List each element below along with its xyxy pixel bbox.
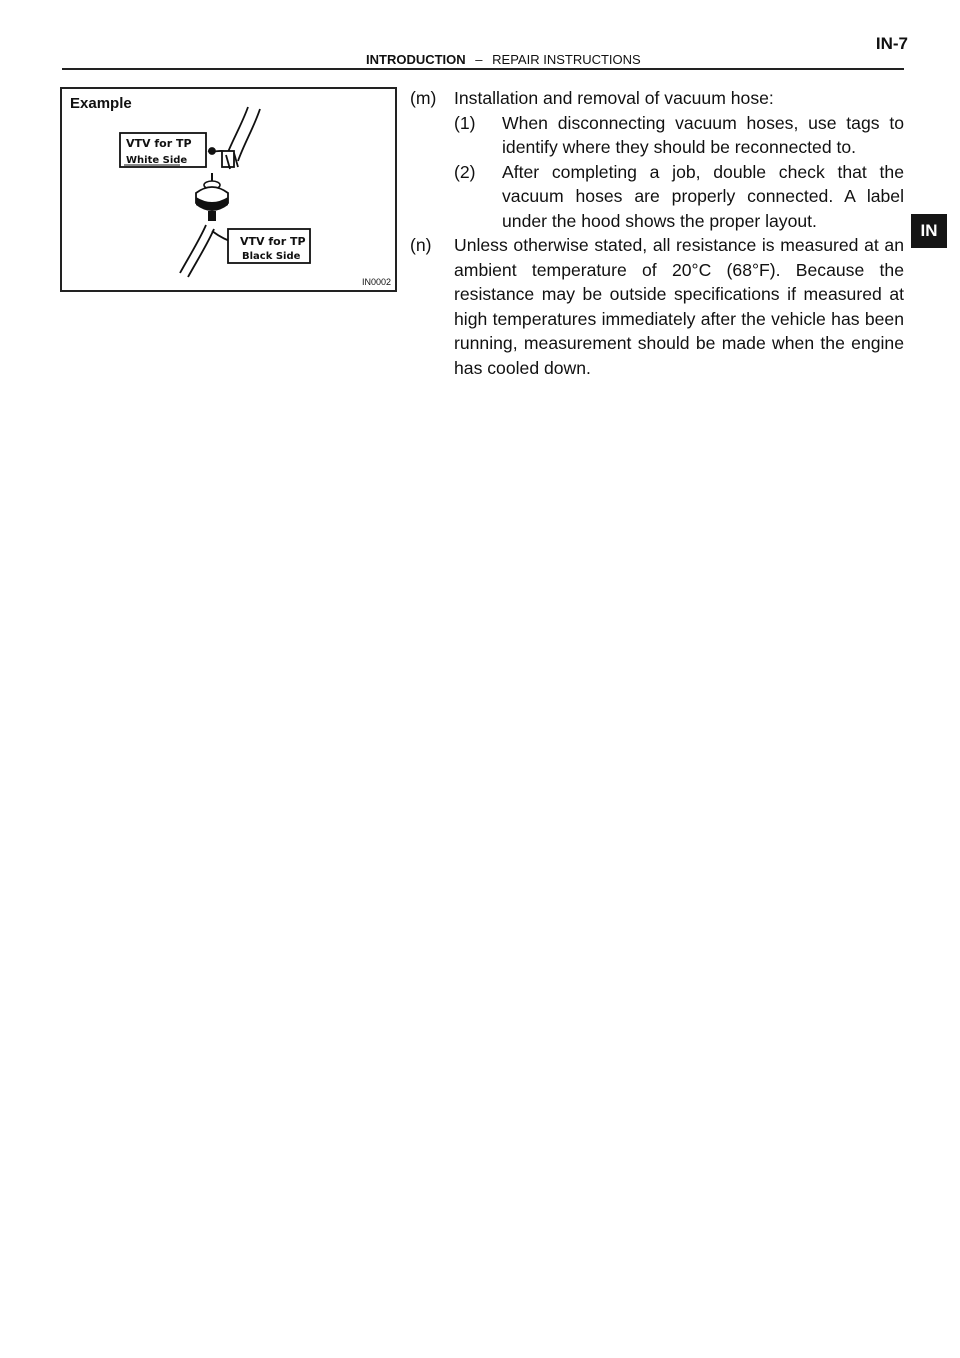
item-m-label: (m) — [410, 88, 437, 108]
tag-bottom — [228, 229, 310, 263]
item-m-sub1-label: (1) — [454, 112, 476, 133]
header-rule — [62, 68, 904, 70]
tag-top-line2: White Side — [126, 155, 188, 166]
vacuum-hose-top — [208, 107, 260, 169]
tag-top — [120, 133, 206, 167]
vacuum-hose-illustration — [62, 89, 395, 290]
item-m-sub2 — [454, 160, 904, 234]
item-n — [410, 233, 904, 380]
item-m-sub2-label: (2) — [454, 161, 476, 182]
tag-bottom-line2: Black Side — [242, 251, 301, 262]
item-m-text: Installation and removal of vacuum hose: — [454, 88, 774, 108]
section-tab-in: IN — [911, 214, 947, 248]
item-n-text: Unless otherwise stated, all resistance is measured at an ambient temperature of 20°C (68°F). Because the resistance may be outside specifications if measured at high temperatures immediately after the vehicle has been running, measurement should be made when the engine has cooled down. — [454, 235, 904, 378]
figure-code: IN0002 — [361, 277, 391, 287]
item-m-sub1-text: When disconnecting vacuum hoses, use tags to identify where they should be reconnected to. — [502, 112, 904, 157]
item-m — [410, 86, 904, 111]
section-title: INTRODUCTION — [366, 52, 466, 67]
tag-bottom-line1: VTV for TP — [240, 235, 306, 248]
vtv-valve — [196, 173, 228, 221]
page-number: IN-7 — [875, 34, 908, 53]
header-separator: – — [475, 52, 483, 67]
item-n-label: (n) — [410, 235, 432, 255]
tag-top-line1: VTV for TP — [126, 137, 192, 150]
item-m-sub2-text: After completing a job, double check that the vacuum hoses are properly connected. A label under the hood shows the proper layout. — [502, 161, 904, 231]
figure-example — [60, 87, 397, 292]
page-header-title — [366, 52, 641, 67]
subsection-title: REPAIR INSTRUCTIONS — [492, 52, 641, 67]
item-m-sub1 — [454, 111, 904, 160]
instructions-body — [410, 86, 904, 380]
figure-label: Example — [70, 95, 132, 112]
